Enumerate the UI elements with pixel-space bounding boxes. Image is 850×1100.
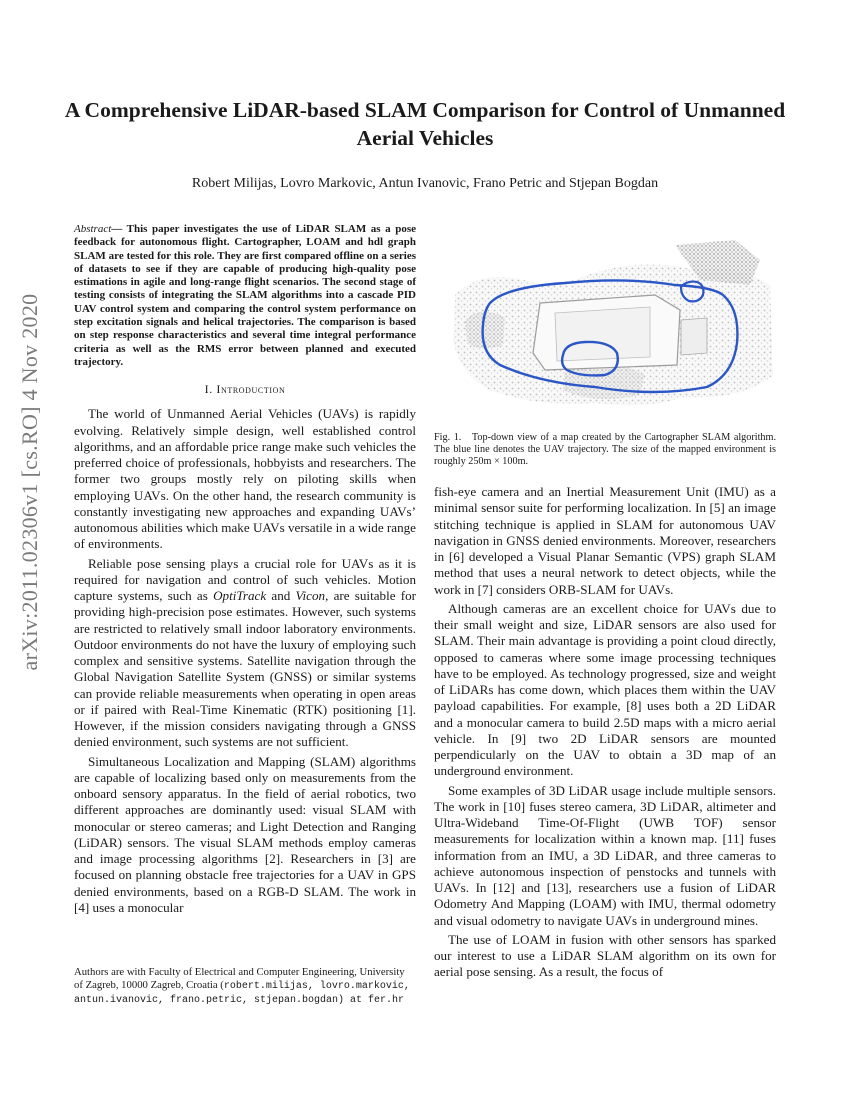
- section-number: I.: [204, 382, 213, 397]
- section-heading-introduction: [74, 382, 416, 397]
- figure-caption-text: Top-down view of a map created by the Cartographer SLAM algorithm. The blue line denotes the UAV trajectory. The size of the mapped environment is roughly 250m × 100m.: [434, 432, 776, 468]
- abstract-body: This paper investigates the use of LiDAR SLAM as a pose feedback for autonomous flight. Cartographer, LOAM and hdl graph SLAM are tested for this role. They are first compared offline on a series of datasets to see if they are capable of producing high-quality pose estimations in agile and long-range flight scenarios. The second stage of testing consists of integrating the SLAM algorithms into a cascade PID UAV control system and comparing the control system performance on step excitation signals and helical trajectories. The comparison is based on step response characteristics and several time integral performance criteria as well as the RMS error between planned and executed trajectory.: [74, 223, 416, 368]
- product-name: Vicon: [295, 588, 326, 604]
- slam-map-image: [445, 225, 775, 415]
- product-name: OptiTrack: [213, 588, 267, 604]
- left-column: [74, 223, 416, 919]
- intro-paragraph-1: The world of Unmanned Aerial Vehicles (UAVs) is rapidly evolving. Relatively simple design, well established control algorithms, and an affordable price range make such vehicles the preferred choice of professionals, hobbyists and researchers. The former two groups mostly rely on piloting skills when employing UAVs. On the other hand, the research community is constantly investigating new approaches and expanding UAVs’ autonomous abilities which make UAVs versatile in a wide range of environments.: [74, 406, 416, 552]
- intro-paragraph-2-text: Reliable pose sensing plays a crucial role for UAVs as it is required for navigation and control of such vehicles. Motion capture systems, such as OptiTrack and Vicon, are suitable for providing high-precision pose estimates. However, such systems are restricted to relatively small indoor laboratory environments. Outdoor environments do not have the luxury of employing such complex and sensitive systems. Satellite navigation through the Global Navigation Satellite System (GNSS) or similar systems can provide reliable measurements when operating in open areas or if paired with Real-Time Kinematic (RTK) positioning [1]. However, if the mission considers navigating through a GNSS denied environment, such systems are not sufficient.: [74, 555, 416, 750]
- arxiv-identifier[interactable]: arXiv:2011.02306v1 [cs.RO] 4 Nov 2020: [17, 293, 42, 671]
- intro-paragraph-2: [74, 556, 416, 751]
- author-affiliation-footnote: [74, 966, 416, 1008]
- section-title: Introduction: [216, 382, 286, 397]
- intro-paragraph-right-3: Some examples of 3D LiDAR usage include multiple sensors. The work in [10] fuses stereo camera, 3D LiDAR, altimeter and Ultra-Wideband Time-Of-Flight (UWB TOF) sensor measurements for localization within a known map. [11] fuses information from an IMU, a 3D LiDAR, and three cameras to achieve autonomous inspection of penstocks and tunnels with UAVs. In [12] and [13], researchers use a fusion of LiDAR Odometry And Mapping (LOAM) with IMU, thermal odometry and visual odometry to navigate UAVs in underground mines.: [434, 782, 776, 928]
- paper-title: A Comprehensive LiDAR-based SLAM Comparison for Control of Unmanned Aerial Vehicles: [64, 98, 786, 150]
- figure-1-caption: [434, 432, 776, 469]
- intro-paragraph-3: Simultaneous Localization and Mapping (SLAM) algorithms are capable of localizing based only on measurements from the onboard sensory apparatus. In the field of aerial robotics, two different approaches are dominantly used: visual SLAM with monocular or stereo cameras; and Light Detection and Ranging (LiDAR) sensors. The visual SLAM methods employ cameras and image processing algorithms [2]. Researchers in [3] are focused on planning obstacle free trajectories for a UAV in GPS denied environments, based on a RGB-D SLAM. The work in [4] uses a monocular: [74, 753, 416, 915]
- footnote-text: Authors are with Faculty of Electrical and Computer Engineering, University of Zagreb, 10000 Zagreb, Croatia (: [74, 966, 405, 991]
- intro-paragraph-right-4: The use of LOAM in fusion with other sensors has sparked our interest to use a LiDAR SLAM algorithm on its own for aerial pose sensing. As a result, the focus of: [434, 931, 776, 980]
- footnote-emails: robert.milijas, lovro.markovic, antun.ivanovic, frano.petric, stjepan.bogdan) at fer.hr: [74, 980, 410, 1006]
- abstract-dash: —: [111, 223, 127, 235]
- figure-label: Fig. 1.: [434, 432, 462, 443]
- abstract: [74, 223, 416, 369]
- arxiv-sidebar: [8, 292, 52, 672]
- figure-1-map: [445, 225, 775, 415]
- intro-paragraph-right-2: Although cameras are an excellent choice for UAVs due to their small weight and size, LiDAR sensors are also used for SLAM. Their main advantage is providing a point cloud directly, opposed to cameras where some image processing techniques have to be employed. As technology progressed, size and weight of LiDARs has come down, which places them within the UAV payload capabilities. For example, [8] uses both a 2D LiDAR and a monocular camera to build 2.5D maps with a micro aerial vehicle. In [9] two 2D LiDAR sensors are mounted perpendicularly on the UAV to obtain a 3D map of an underground environment.: [434, 600, 776, 779]
- author-list: Robert Milijas, Lovro Markovic, Antun Ivanovic, Frano Petric and Stjepan Bogdan: [191, 176, 659, 191]
- abstract-label: Abstract: [74, 223, 112, 235]
- intro-paragraph-right-1: fish-eye camera and an Inertial Measurement Unit (IMU) as a minimal sensor suite for performing localization. In [5] an image stitching technique is applied in SLAM for autonomous UAV navigation in GNSS denied environments. Moreover, researchers in [6] developed a Visual Planar Semantic (VPS) graph SLAM method that uses a neural network to detect objects, while the work in [7] considers ORB-SLAM for UAVs.: [434, 484, 776, 597]
- right-column: [434, 484, 776, 984]
